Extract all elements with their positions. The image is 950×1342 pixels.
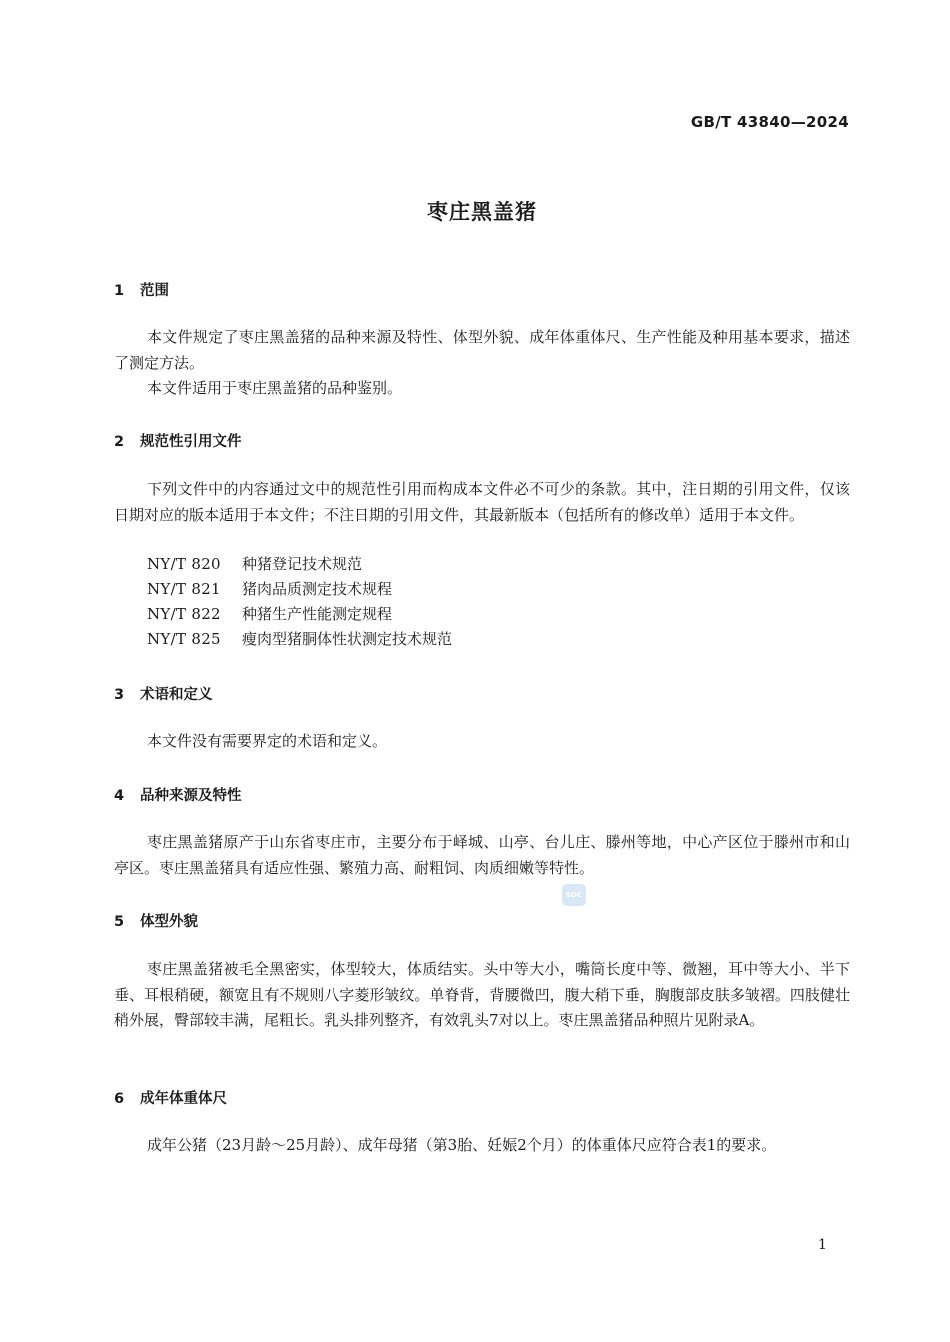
section-number: 2: [114, 434, 125, 450]
paragraph: 本文件规定了枣庄黑盖猪的品种来源及特性、体型外貌、成年体重体尺、生产性能及种用基本要求，描述了测定方法。: [114, 328, 850, 372]
reference-item: [147, 577, 392, 602]
section-number: 6: [114, 1091, 125, 1107]
section-number: 4: [114, 788, 125, 804]
paragraph: 枣庄黑盖猪原产于山东省枣庄市，主要分布于峄城、山亭、台儿庄、滕州等地，中心产区位于滕州市和山亭区。枣庄黑盖猪具有适应性强、繁殖力高、耐粗饲、肉质细嫩等特性。: [114, 833, 850, 877]
section-title: 范围: [140, 283, 169, 299]
section-heading-2: [114, 430, 242, 451]
section-title: 规范性引用文件: [140, 434, 242, 450]
standard-number: GB/T 43840—2024: [690, 113, 849, 131]
reference-code: NY/T 822: [147, 605, 221, 623]
section-heading-1: [114, 279, 169, 300]
section-heading-6: [114, 1087, 227, 1108]
section-title: 成年体重体尺: [140, 1091, 227, 1107]
section-number: 1: [114, 283, 125, 299]
page-number: 1: [818, 1237, 827, 1253]
paragraph: 本文件没有需要界定的术语和定义。: [147, 732, 388, 750]
document-title: 枣庄黑盖猪: [427, 200, 537, 224]
reference-name: 猪肉品质测定技术规程: [242, 580, 393, 598]
section-title: 品种来源及特性: [140, 788, 242, 804]
paragraph: 枣庄黑盖猪被毛全黑密实，体型较大，体质结实。头中等大小，嘴筒长度中等、微翘，耳中等大小、半下垂、耳根稍硬，额宽且有不规则八字菱形皱纹。单脊背，背腰微凹，腹大稍下垂，胸腹部皮肤多皱褶。四肢健壮稍外展，臀部较丰满，尾粗长。乳头排列整齐，有效乳头7对以上。枣庄黑盖猪品种照片见附录A。: [114, 960, 850, 1029]
reference-name: 瘦肉型猪胴体性状测定技术规范: [242, 630, 453, 648]
paragraph: 成年公猪（23月龄～25月龄）、成年母猪（第3胎、妊娠2个月）的体重体尺应符合表1的要求。: [147, 1136, 777, 1154]
paragraph: 下列文件中的内容通过文中的规范性引用而构成本文件必不可少的条款。其中，注日期的引用文件，仅该日期对应的版本适用于本文件；不注日期的引用文件，其最新版本（包括所有的修改单）适用于本文件。: [114, 480, 850, 524]
section-heading-5: [114, 910, 198, 931]
section-heading-4: [114, 784, 242, 805]
reference-code: NY/T 825: [147, 630, 221, 648]
section-number: 5: [114, 914, 125, 930]
reference-name: 种猪登记技术规范: [242, 555, 363, 573]
reference-item: [147, 552, 362, 577]
reference-item: [147, 627, 452, 652]
section-heading-3: [114, 683, 213, 704]
paragraph: 本文件适用于枣庄黑盖猪的品种鉴别。: [147, 379, 403, 397]
reference-name: 种猪生产性能测定规程: [242, 605, 393, 623]
watermark-logo: SDC: [562, 884, 586, 906]
section-title: 体型外貌: [140, 914, 198, 930]
section-number: 3: [114, 687, 125, 703]
reference-code: NY/T 820: [147, 555, 221, 573]
reference-code: NY/T 821: [147, 580, 221, 598]
reference-item: [147, 602, 392, 627]
section-title: 术语和定义: [140, 687, 213, 703]
